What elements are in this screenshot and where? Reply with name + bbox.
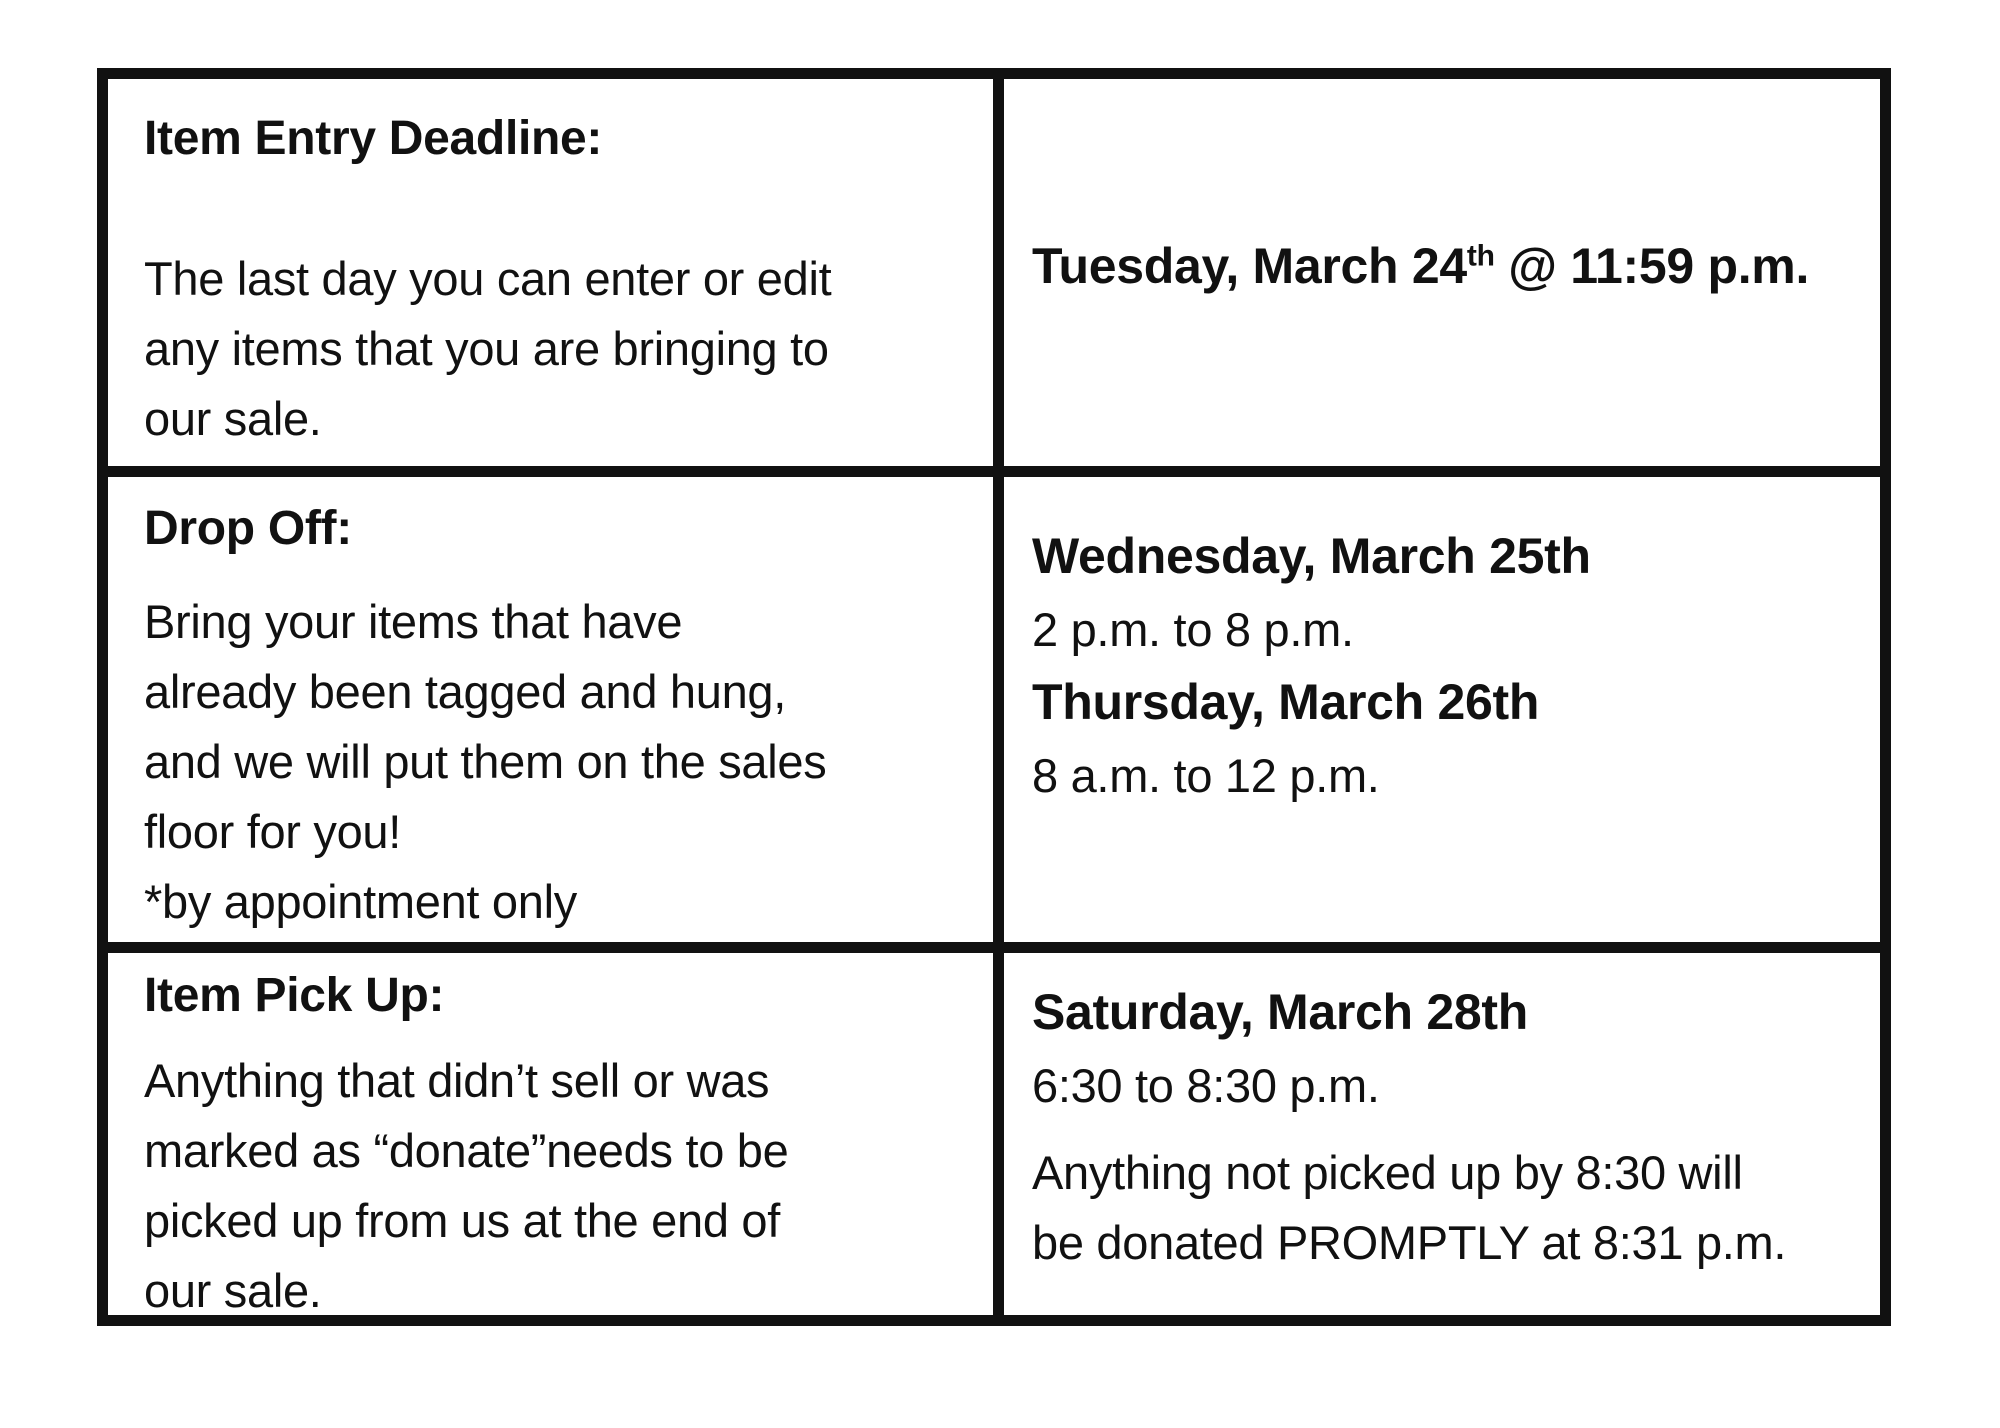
- ordinal-superscript: th: [1466, 238, 1495, 272]
- schedule-line-day: Thursday, March 26th: [1032, 674, 1540, 730]
- body-line: Bring your items that have: [144, 595, 683, 648]
- appointment-note-line: *by appointment only: [144, 875, 577, 928]
- drop-off-description: [144, 587, 973, 937]
- body-line: The last day you can enter or edit: [144, 252, 832, 305]
- item-entry-description: [144, 244, 973, 454]
- note-line: be donated PROMPTLY at 8:31 p.m.: [1032, 1216, 1787, 1269]
- schedule-line-time: 2 p.m. to 8 p.m.: [1032, 603, 1354, 656]
- schedule-line-time: 6:30 to 8:30 p.m.: [1032, 1059, 1380, 1112]
- item-entry-deadline: [1032, 237, 1809, 309]
- drop-off-label-cell: [108, 477, 1004, 953]
- donation-note: [1032, 1138, 1870, 1278]
- item-pick-up-label-cell: [108, 953, 1004, 1315]
- item-entry-label-cell: [108, 79, 1004, 477]
- body-line: Anything that didn’t sell or was: [144, 1054, 770, 1107]
- sale-schedule-table: [97, 68, 1891, 1326]
- body-line: marked as “donate”needs to be: [144, 1124, 789, 1177]
- item-pick-up-value-cell: [1004, 953, 1880, 1315]
- schedule-line-day: Wednesday, March 25th: [1032, 528, 1591, 584]
- schedule-line-day: Saturday, March 28th: [1032, 984, 1529, 1040]
- item-entry-heading: Item Entry Deadline:: [144, 112, 603, 165]
- body-line: and we will put them on the sales: [144, 735, 827, 788]
- item-pick-up-description: [144, 1046, 973, 1315]
- body-line: any items that you are bringing to: [144, 322, 829, 375]
- schedule-line-time: 8 a.m. to 12 p.m.: [1032, 749, 1380, 802]
- drop-off-value-cell: [1004, 477, 1880, 953]
- body-line: our sale.: [144, 392, 322, 445]
- body-line: our sale.: [144, 1264, 322, 1315]
- item-pick-up-heading: Item Pick Up:: [144, 969, 445, 1022]
- item-entry-value-cell: [1004, 79, 1880, 477]
- deadline-date: Tuesday, March 24: [1032, 237, 1467, 294]
- body-line: already been tagged and hung,: [144, 665, 787, 718]
- note-line: Anything not picked up by 8:30 will: [1032, 1146, 1743, 1199]
- body-line: floor for you!: [144, 805, 402, 858]
- body-line: picked up from us at the end of: [144, 1194, 781, 1247]
- deadline-time: @ 11:59 p.m.: [1494, 237, 1810, 294]
- drop-off-heading: Drop Off:: [144, 502, 352, 555]
